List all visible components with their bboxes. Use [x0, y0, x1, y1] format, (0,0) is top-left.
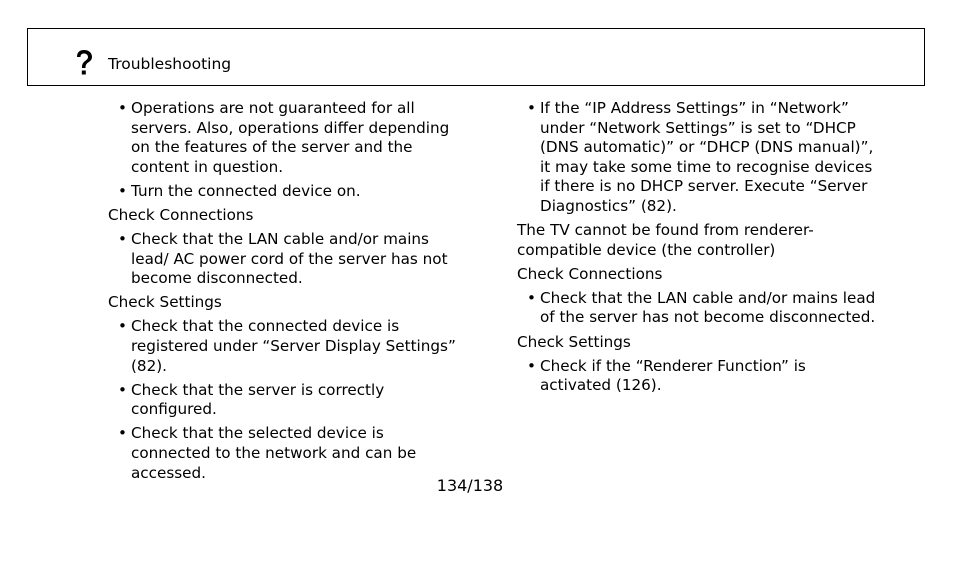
list-item: • Turn the connected device on. — [108, 182, 468, 202]
list-item: • Check that the LAN cable and/or mains lead of the server has not become disconnected. — [517, 289, 877, 328]
check-settings-heading: Check Settings — [517, 332, 631, 351]
list-item: • Check if the “Renderer Function” is activated (126). — [517, 357, 877, 396]
page-number: 134/138 — [436, 476, 504, 495]
page-header — [27, 28, 925, 86]
problem-title: The TV cannot be found from renderer-compatible device (the controller) — [517, 221, 814, 259]
check-connections-heading: Check Connections — [108, 205, 254, 224]
list-item: • Check that the server is correctly configured. — [108, 381, 468, 420]
list-item: • Check that the connected device is registered under “Server Display Settings” (82). — [108, 317, 468, 376]
right-column — [517, 99, 877, 400]
check-connections-heading: Check Connections — [517, 264, 663, 283]
question-mark-icon — [74, 49, 94, 77]
left-column — [108, 99, 468, 488]
list-item: • Operations are not guaranteed for all servers. Also, operations differ depending on the features of the server and the content in question. — [108, 99, 468, 177]
section-title: Troubleshooting — [108, 55, 232, 73]
list-item: • Check that the LAN cable and/or mains lead/ AC power cord of the server has not become disconnected. — [108, 230, 468, 289]
list-item: • If the “IP Address Settings” in “Network” under “Network Settings” is set to “DHCP (DNS automatic)” or “DHCP (DNS manual)”, it may take some time to recognise devices if there is no DHCP server. Execute “Server Diagnostics” (82). — [517, 99, 877, 217]
list-item: • Check that the selected device is connected to the network and can be accessed. — [108, 424, 468, 483]
check-settings-heading: Check Settings — [108, 293, 222, 312]
